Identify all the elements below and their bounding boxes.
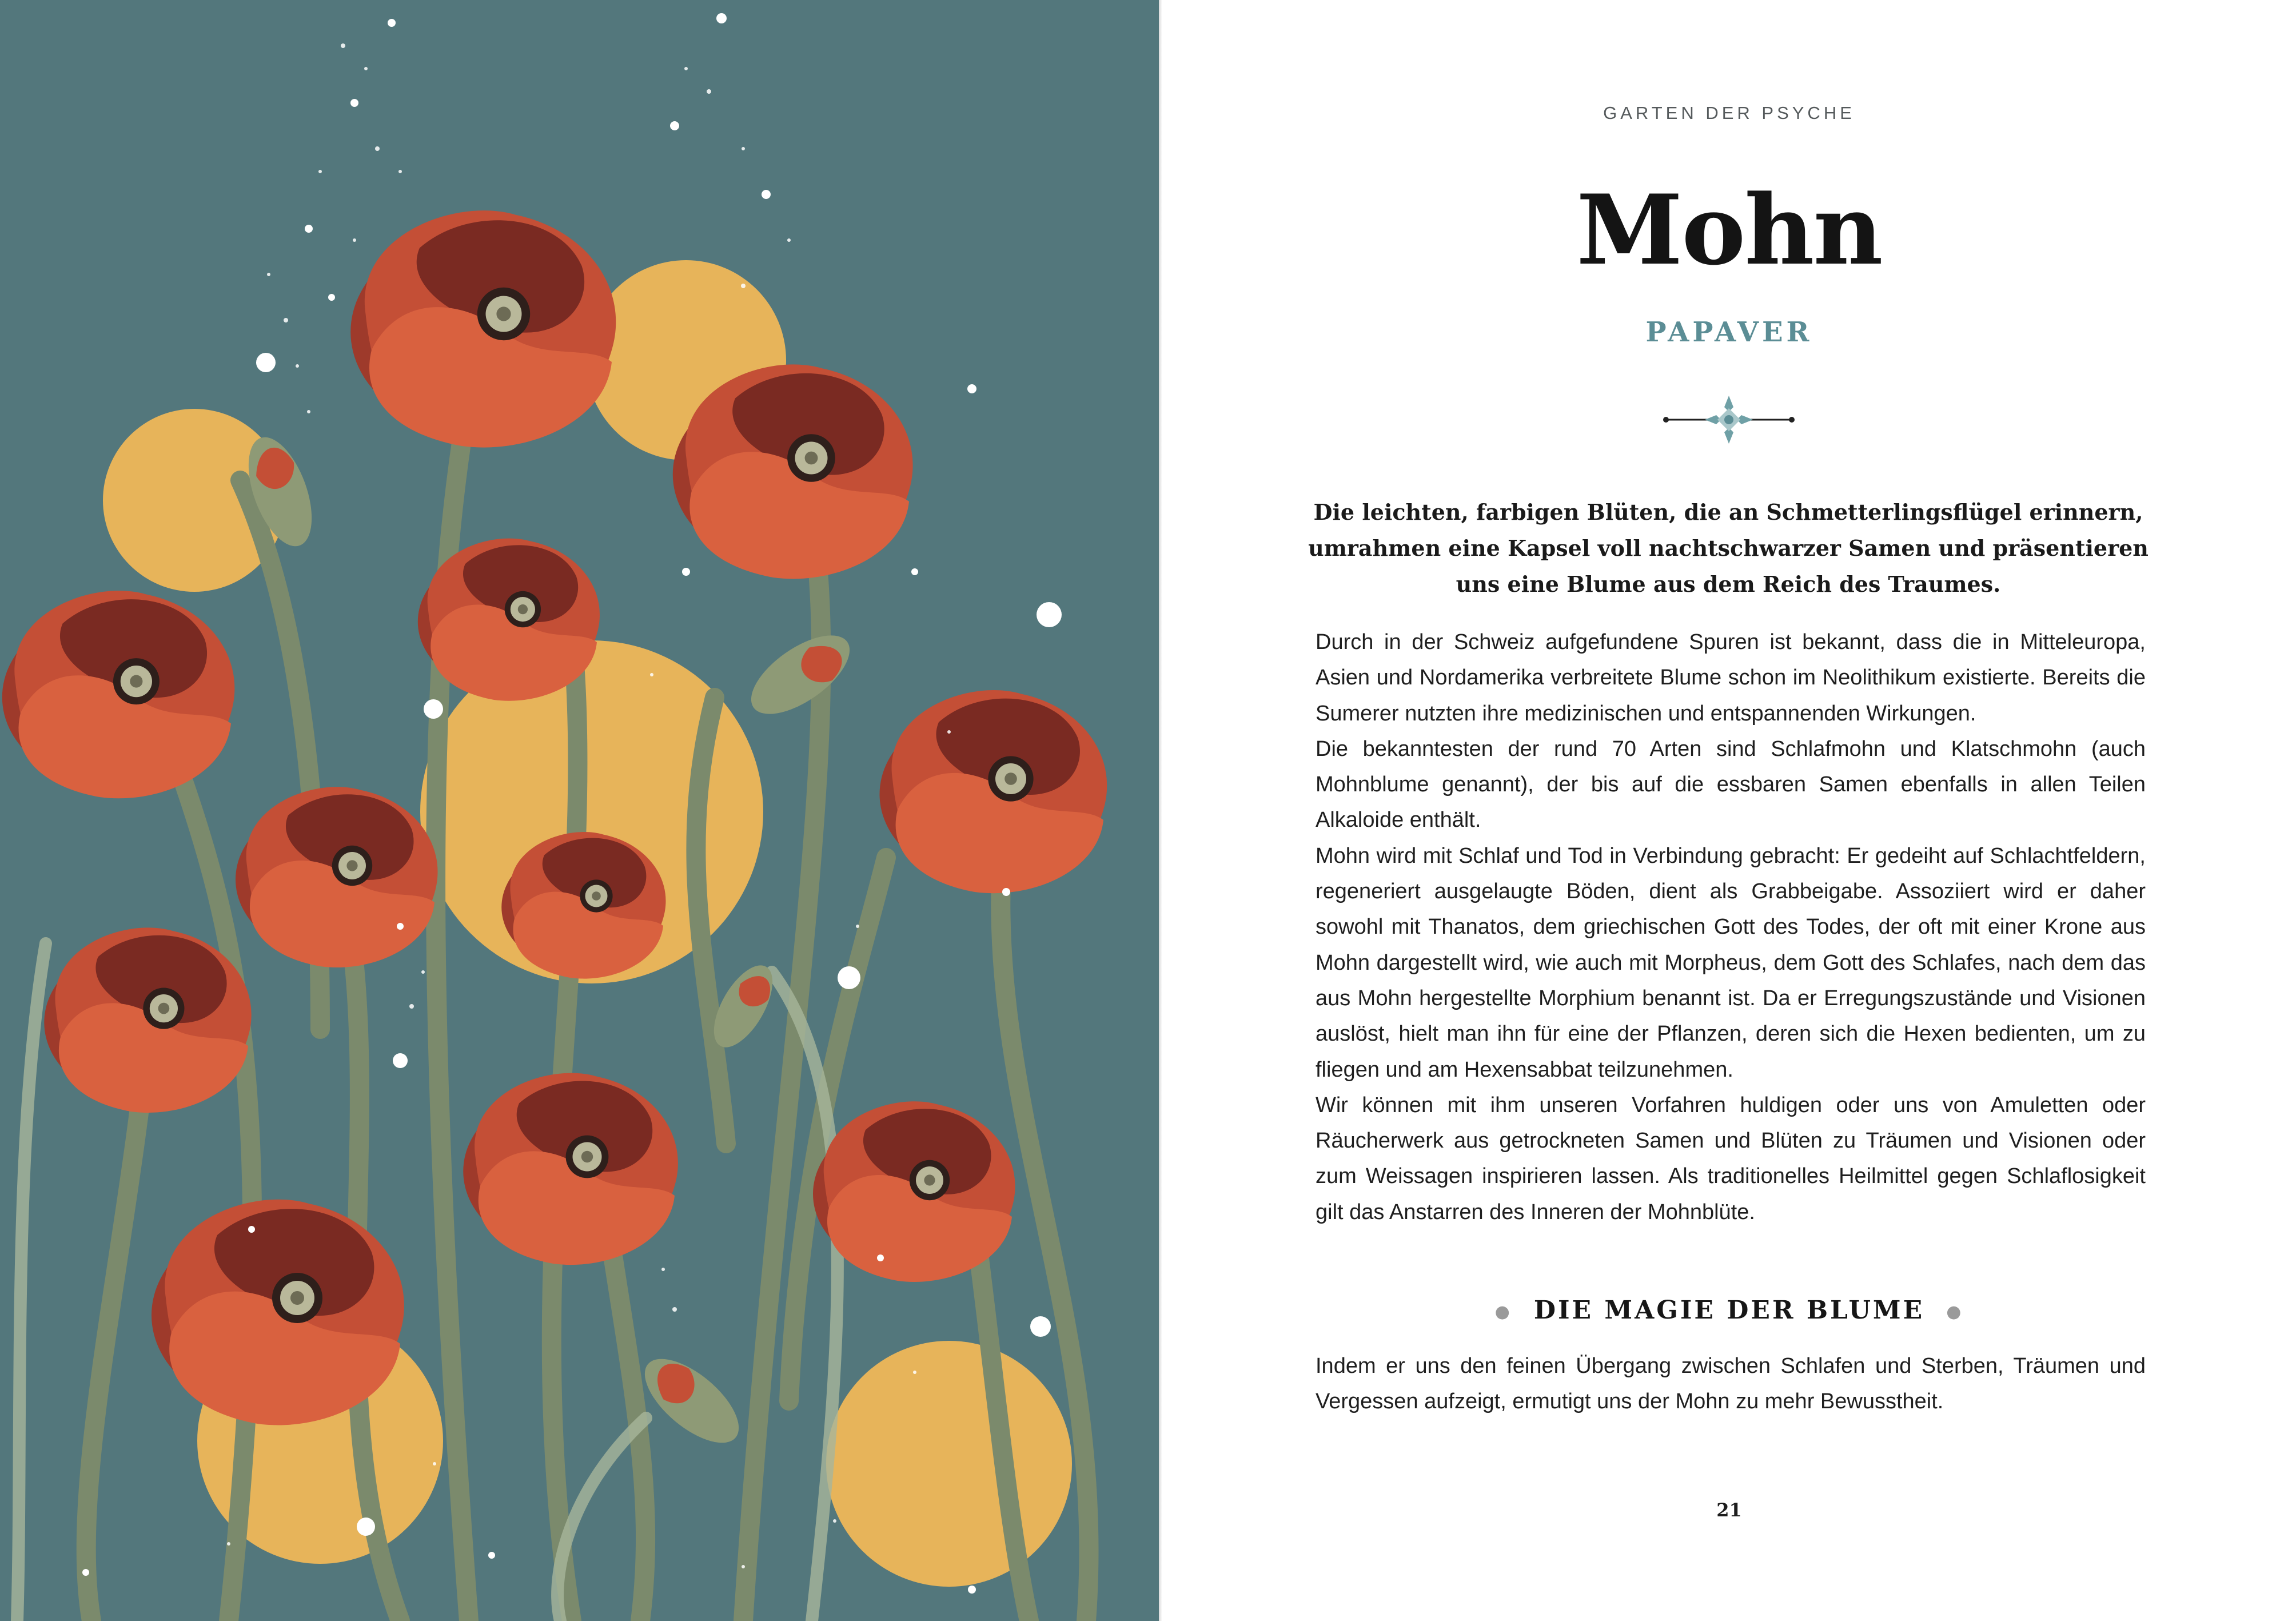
section-text bbox=[1316, 1348, 2146, 1420]
body-paragraph: Die bekanntesten der rund 70 Arten sind Schlafmohn und Klatschmohn (auch Mohnblume genannt), der bis auf die essbaren Samen ebenfalls in allen Teilen Alkaloide enthält. bbox=[1316, 736, 2146, 833]
lead-paragraph: Die leichten, farbigen Blüten, die an Schmetterlingsflügel erinnern, umrahmen eine Kapsel voll nachtschwarzer Samen und präsentieren uns eine Blume aus dem Reich des Traumes. bbox=[1308, 499, 2148, 597]
section-paragraph: Indem er uns den feinen Übergang zwischen Schlafen und Sterben, Träumen und Vergessen aufzeigt, ermutigt uns der Mohn zu mehr Bewusstheit. bbox=[1316, 1354, 2146, 1414]
running-head: GARTEN DER PSYCHE bbox=[1603, 103, 1855, 123]
section-heading-text: DIE MAGIE DER BLUME bbox=[1533, 1296, 1925, 1325]
flower-ornament-icon bbox=[1655, 391, 1803, 448]
body-text bbox=[1316, 624, 2146, 1230]
bullet-dot-icon: ● bbox=[1494, 1302, 1512, 1322]
bullet-dot-icon: ● bbox=[1946, 1302, 1964, 1322]
page-number: 21 bbox=[1716, 1499, 1742, 1521]
section-heading bbox=[1162, 1296, 2296, 1325]
page-title: Mohn bbox=[1576, 173, 1882, 286]
latin-name: PAPAVER bbox=[1645, 316, 1813, 348]
body-paragraph: Durch in der Schweiz aufgefundene Spuren ist bekannt, dass die in Mitteleuropa, Asien und Nordamerika verbreitete Blume schon im Neolithikum existierte. Bereits die Sumerer nutzten ihre medizinischen und entspannenden Wirkungen. bbox=[1316, 630, 2146, 726]
text-page bbox=[1162, 0, 2296, 1621]
body-paragraph: Wir können mit ihm unseren Vorfahren huldigen oder uns von Amuletten oder Räucherwerk aus getrockneten Samen und Blüten zu Träumen und Visionen oder zum Weissagen inspirieren lassen. Als traditionelles Heilmittel gegen Schlaflosigkeit gilt das Anstarren des Inneren der Mohnblüte. bbox=[1316, 1093, 2146, 1224]
body-paragraph: Mohn wird mit Schlaf und Tod in Verbindung gebracht: Er gedeiht auf Schlachtfeldern, regeneriert ausgelaugte Böden, dient als Grabbeigabe. Assoziiert wird er daher sowohl mit Thanatos, dem griechischen Gott des Todes, der oft mit einer Krone aus Mohn dargestellt wird, wie auch mit Morpheus, dem Gott des Schlafes, nach dem das aus Mohn hergestellte Morphium benannt ist. Da er Erregungszustände und Visionen auslöst, hielt man ihn für eine der Pflanzen, deren sich die Hexen bedienten, um zu fliegen und am Hexensabbat teilzunehmen. bbox=[1316, 843, 2146, 1082]
